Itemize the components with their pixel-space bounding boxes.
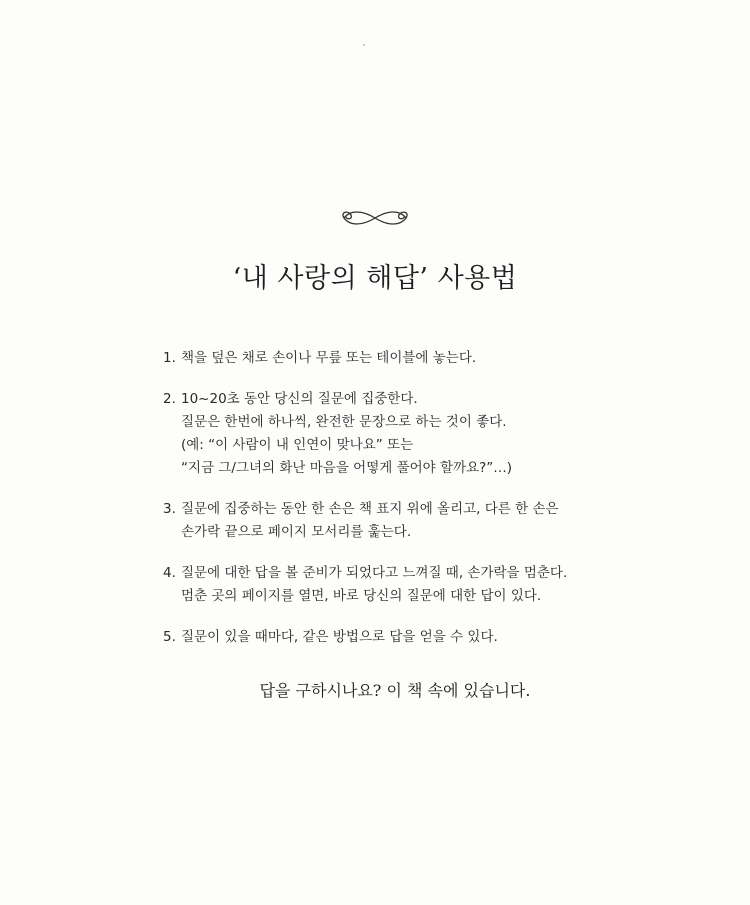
instruction-item [163, 626, 603, 649]
item-text-line: 질문에 집중하는 동안 한 손은 책 표지 위에 올리고, 다른 한 손은 [181, 501, 559, 517]
flourish-ornament-icon [340, 206, 410, 230]
print-mark [363, 44, 365, 46]
item-text-line: 10~20초 동안 당신의 질문에 집중한다. [181, 391, 418, 407]
item-text-line: 질문에 대한 답을 볼 준비가 되었다고 느껴질 때, 손가락을 멈춘다. [181, 565, 568, 581]
closing-sentence: 답을 구하시나요? 이 책 속에 있습니다. [259, 681, 531, 700]
item-text-line: 질문은 한번에 하나씩, 완전한 문장으로 하는 것이 좋다. [181, 414, 507, 430]
instruction-list [163, 347, 603, 667]
instruction-item [163, 562, 603, 608]
item-number: 2. [163, 391, 176, 407]
item-text-line: (예: “이 사람이 내 인연이 맞나요” 또는 [181, 437, 414, 453]
item-text-line: 멈춘 곳의 페이지를 열면, 바로 당신의 질문에 대한 답이 있다. [181, 588, 542, 604]
instruction-item [163, 388, 603, 480]
item-number: 5. [163, 629, 176, 645]
instruction-item [163, 347, 603, 370]
item-number: 3. [163, 501, 176, 517]
item-text-line: 책을 덮은 채로 손이나 무릎 또는 테이블에 놓는다. [181, 350, 477, 366]
item-number: 1. [163, 350, 176, 366]
item-text-line: “지금 그/그녀의 화난 마음을 어떻게 풀어야 할까요?”…) [181, 460, 513, 476]
item-text-line: 질문이 있을 때마다, 같은 방법으로 답을 얻을 수 있다. [181, 629, 498, 645]
item-text-line: 손가락 끝으로 페이지 모서리를 훑는다. [181, 524, 412, 540]
instruction-item [163, 498, 603, 544]
page-title: ‘내 사랑의 해답’ 사용법 [232, 263, 518, 294]
item-number: 4. [163, 565, 176, 581]
